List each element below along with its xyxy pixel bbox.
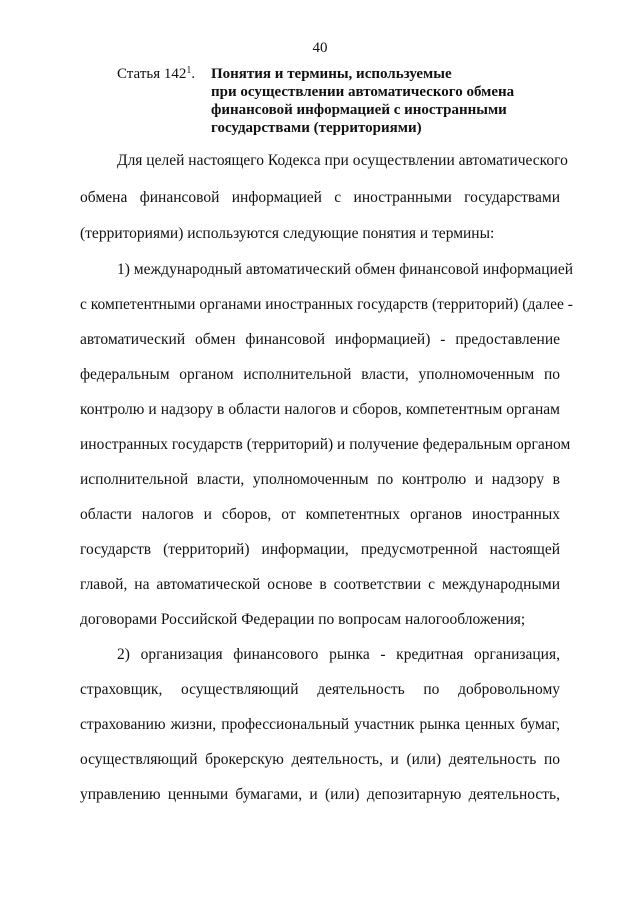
body-text-line: главой, на автоматической основе в соответствии с международными bbox=[80, 576, 560, 593]
body-text-line: страховщик, осуществляющий деятельность по добровольному bbox=[80, 681, 560, 698]
body-text-line: федеральным органом исполнительной власти, уполномоченным по bbox=[80, 366, 560, 383]
article-superscript: 1 bbox=[186, 65, 192, 76]
article-title bbox=[211, 65, 581, 137]
article-title-line: Понятия и термины, используемые bbox=[211, 66, 452, 82]
body-text-line: Для целей настоящего Кодекса при осуществлении автоматического bbox=[117, 152, 568, 169]
body-text-line: государств (территорий) информации, предусмотренной настоящей bbox=[80, 541, 560, 558]
body-text-line: страхованию жизни, профессиональный участник рынка ценных бумаг, bbox=[80, 716, 560, 733]
article-title-line: при осуществлении автоматического обмена bbox=[211, 84, 515, 100]
body-text-line: обмена финансовой информацией с иностранными государствами bbox=[80, 189, 560, 206]
body-text-line: (территориями) используются следующие понятия и термины: bbox=[80, 225, 495, 242]
page-number: 40 bbox=[312, 40, 328, 56]
article-title-line: государствами (территориями) bbox=[211, 120, 422, 136]
body-text-line: управлению ценными бумагами, и (или) депозитарную деятельность, bbox=[80, 786, 560, 803]
body-text-line: с компетентными органами иностранных государств (территорий) (далее - bbox=[80, 296, 573, 313]
body-text-line: 1) международный автоматический обмен финансовой информацией bbox=[117, 261, 573, 278]
body-text-line: исполнительной власти, уполномоченным по контролю и надзору в bbox=[80, 471, 560, 488]
article-label: Статья $142^1$. bbox=[117, 65, 196, 82]
body-text-line: осуществляющий брокерскую деятельность, и (или) деятельность по bbox=[80, 751, 560, 768]
article-title-line: финансовой информацией с иностранными bbox=[211, 102, 507, 118]
body-text-line: договорами Российской Федерации по вопросам налогообложения; bbox=[80, 611, 526, 628]
body-text-line: иностранных государств (территорий) и получение федеральным органом bbox=[80, 436, 571, 453]
body-text-line: 2) организация финансового рынка - кредитная организация, bbox=[117, 646, 560, 663]
body-text-line: области налогов и сборов, от компетентных органов иностранных bbox=[80, 506, 560, 523]
body-text-line: контролю и надзору в области налогов и сборов, компетентным органам bbox=[80, 401, 560, 418]
body-text-line: автоматический обмен финансовой информацией) - предоставление bbox=[80, 331, 560, 348]
